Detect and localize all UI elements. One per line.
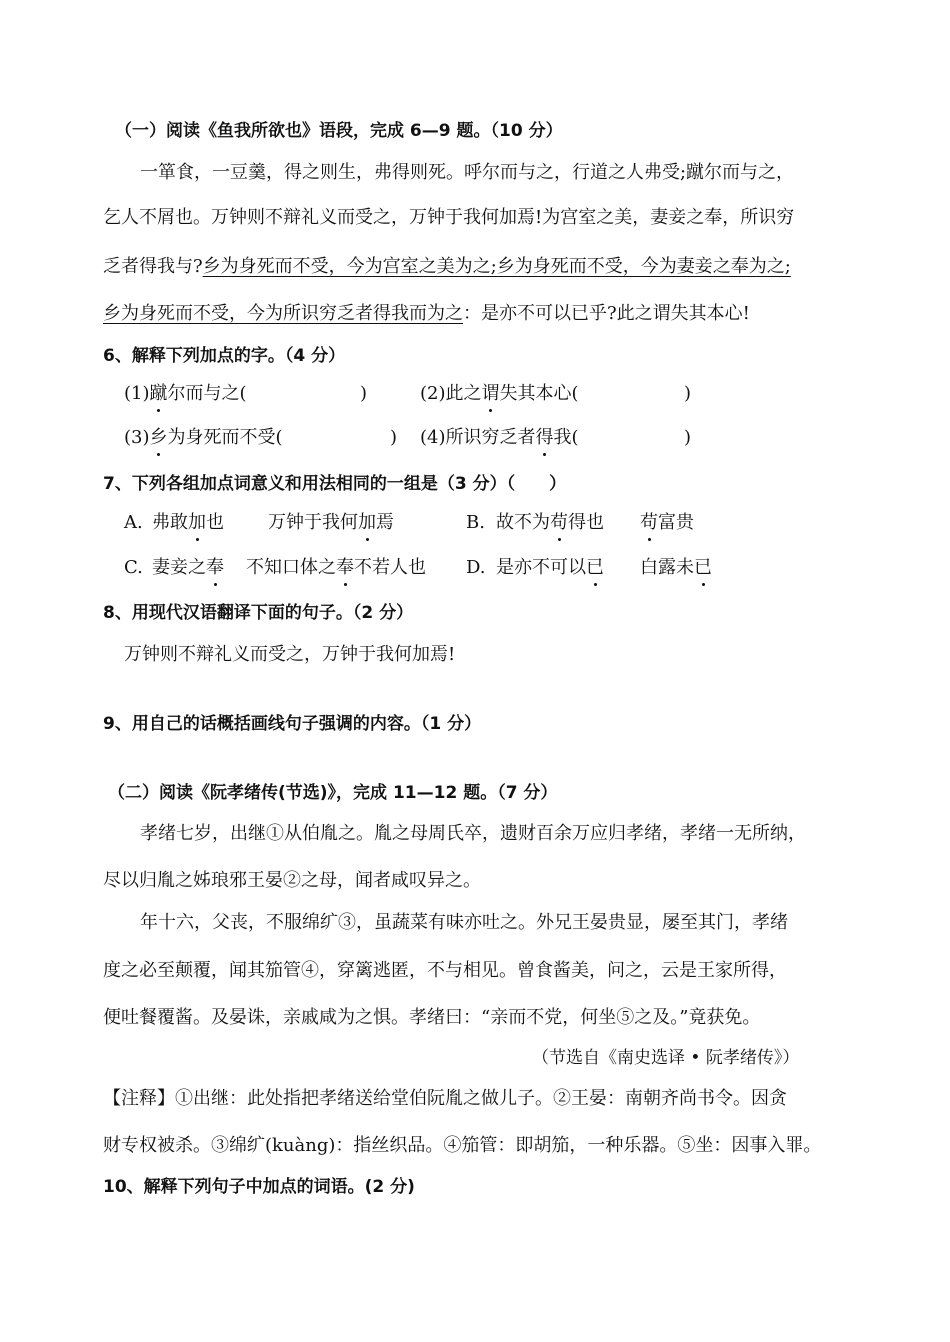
q6-item-2-post: 失其本心( bbox=[499, 383, 579, 404]
q6-item-4-pre: (4)所识穷乏者 bbox=[420, 427, 536, 448]
q8-sentence: 万钟则不辩礼义而受之，万钟于我何加焉! bbox=[124, 644, 456, 665]
q6-item-1-close: ) bbox=[360, 383, 368, 404]
passage-line-2: 乞人不屑也。万钟则不辩礼义而受之，万钟于我何加焉!为宫室之美，妻妾之奉，所识穷 bbox=[103, 207, 795, 228]
dotted-char: 奉 bbox=[336, 555, 354, 581]
q7-option-a-label: A. bbox=[124, 512, 143, 533]
q7-a1-pre: 弗敢 bbox=[152, 512, 188, 533]
q7-option-c-label: C. bbox=[124, 557, 143, 578]
q7-a1-post: 也 bbox=[206, 512, 224, 533]
dotted-char: 加 bbox=[358, 510, 376, 536]
q7-option-b-1 bbox=[496, 510, 604, 536]
section1-heading: （一）阅读《鱼我所欲也》语段，完成 6—9 题。（10 分） bbox=[115, 121, 563, 141]
q7-option-b-label: B. bbox=[466, 512, 485, 533]
section2-paragraph-line-2: 尽以归胤之姊琅邪王晏②之母，闻者咸叹异之。 bbox=[103, 870, 481, 891]
q10-title: 10、解释下列句子中加点的词语。(2 分) bbox=[103, 1177, 415, 1197]
dotted-char: 乡 bbox=[150, 425, 168, 451]
q7-option-d-2 bbox=[640, 555, 712, 581]
passage-line-4-text: ：是亦不可以已乎?此之谓失其本心! bbox=[463, 303, 750, 324]
q6-item-2-pre: (2)此之 bbox=[420, 383, 482, 404]
dotted-char: 已 bbox=[694, 555, 712, 581]
dotted-char: 苟 bbox=[640, 510, 658, 536]
dotted-char: 谓 bbox=[482, 381, 500, 407]
q6-item-3-pre: (3) bbox=[124, 427, 150, 448]
annotation-line-2: 财专权被杀。③绵纩(kuàng)：指丝织品。④笳管：即胡笳，一种乐器。⑤坐：因事入罪。 bbox=[103, 1135, 822, 1156]
dotted-char: 已 bbox=[586, 555, 604, 581]
passage-line-3-text: 乏者得我与? bbox=[103, 256, 203, 277]
section2-paragraph-line-3: 年十六，父丧，不服绵纩③，虽蔬菜有味亦吐之。外兄王晏贵显，屡至其门，孝绪 bbox=[140, 912, 788, 933]
q7-option-d-label: D. bbox=[466, 557, 486, 578]
q7-a2-post: 焉 bbox=[376, 512, 394, 533]
q6-item-4-post: 我( bbox=[553, 427, 579, 448]
section2-paragraph-line-1: 孝绪七岁，出继①从伯胤之。胤之母周氏卒，遗财百余万应归孝绪，孝绪一无所纳， bbox=[140, 823, 806, 844]
underlined-sentence-2: 乡为身死而不受，今为所识穷乏者得我而为之 bbox=[103, 303, 463, 324]
dotted-char: 奉 bbox=[206, 555, 224, 581]
q6-item-4-close: ) bbox=[684, 427, 692, 448]
q9-title: 9、用自己的话概括画线句子强调的内容。（1 分） bbox=[103, 714, 482, 734]
q7-option-a-2 bbox=[268, 510, 394, 536]
q7-option-a-1 bbox=[152, 510, 224, 536]
q7-title: 7、下列各组加点词意义和用法相同的一组是（3 分）（ ） bbox=[103, 474, 567, 494]
q7-c2-pre: 不知口体之 bbox=[246, 557, 336, 578]
source-citation: （节选自《南史选译 • 阮孝绪传》） bbox=[532, 1048, 800, 1068]
q7-option-c-2 bbox=[246, 555, 426, 581]
q8-title: 8、用现代汉语翻译下面的句子。（2 分） bbox=[103, 603, 414, 623]
q7-d1-pre: 是亦不可以 bbox=[496, 557, 586, 578]
q6-item-1-post: 尔而与之( bbox=[167, 383, 247, 404]
q6-item-1-pre: (1) bbox=[124, 383, 150, 404]
q7-option-b-2 bbox=[640, 510, 694, 536]
section2-paragraph-line-4: 度之必至颠覆，闻其笳管④，穿篱逃匿，不与相见。曾食酱美，问之，云是王家所得， bbox=[103, 960, 787, 981]
q6-item-2 bbox=[420, 381, 579, 407]
q7-option-c-1 bbox=[152, 555, 224, 581]
passage-line-1: 一箪食，一豆羹，得之则生，弗得则死。呼尔而与之，行道之人弗受;蹴尔而与之， bbox=[140, 162, 795, 183]
section2-heading: （二）阅读《阮孝绪传(节选)》，完成 11—12 题。（7 分） bbox=[108, 783, 558, 803]
underlined-sentence-1: 乡为身死而不受，今为宫室之美为之;乡为身死而不受，今为妻妾之奉为之; bbox=[202, 256, 791, 277]
q7-b1-pre: 故不为 bbox=[496, 512, 550, 533]
passage-line-4 bbox=[103, 301, 750, 327]
q6-item-3-close: ) bbox=[390, 427, 398, 448]
q6-item-4 bbox=[420, 425, 579, 451]
q6-item-3-post: 为身死而不受( bbox=[167, 427, 283, 448]
q7-b1-post: 得也 bbox=[568, 512, 604, 533]
q7-a2-pre: 万钟于我何 bbox=[268, 512, 358, 533]
passage-line-3 bbox=[103, 254, 791, 280]
dotted-char: 加 bbox=[188, 510, 206, 536]
q7-option-d-1 bbox=[496, 555, 604, 581]
dotted-char: 苟 bbox=[550, 510, 568, 536]
q7-c1-pre: 妻妾之 bbox=[152, 557, 206, 578]
dotted-char: 得 bbox=[536, 425, 554, 451]
q6-item-3 bbox=[124, 425, 283, 451]
q6-item-2-close: ) bbox=[684, 383, 692, 404]
annotation-line-1: 【注释】①出继：此处指把孝绪送给堂伯阮胤之做儿子。②王晏：南朝齐尚书令。因贪 bbox=[103, 1088, 787, 1109]
q7-b2-post: 富贵 bbox=[658, 512, 694, 533]
section2-paragraph-line-5: 便吐餐覆酱。及晏诛，亲戚咸为之惧。孝绪曰：“亲而不党，何坐⑤之及。”竟获免。 bbox=[103, 1007, 761, 1028]
q6-title: 6、解释下列加点的字。（4 分） bbox=[103, 346, 346, 366]
q6-item-1 bbox=[124, 381, 247, 407]
q7-c2-post: 不若人也 bbox=[354, 557, 426, 578]
q7-d2-pre: 白露未 bbox=[640, 557, 694, 578]
dotted-char: 蹴 bbox=[150, 381, 168, 407]
